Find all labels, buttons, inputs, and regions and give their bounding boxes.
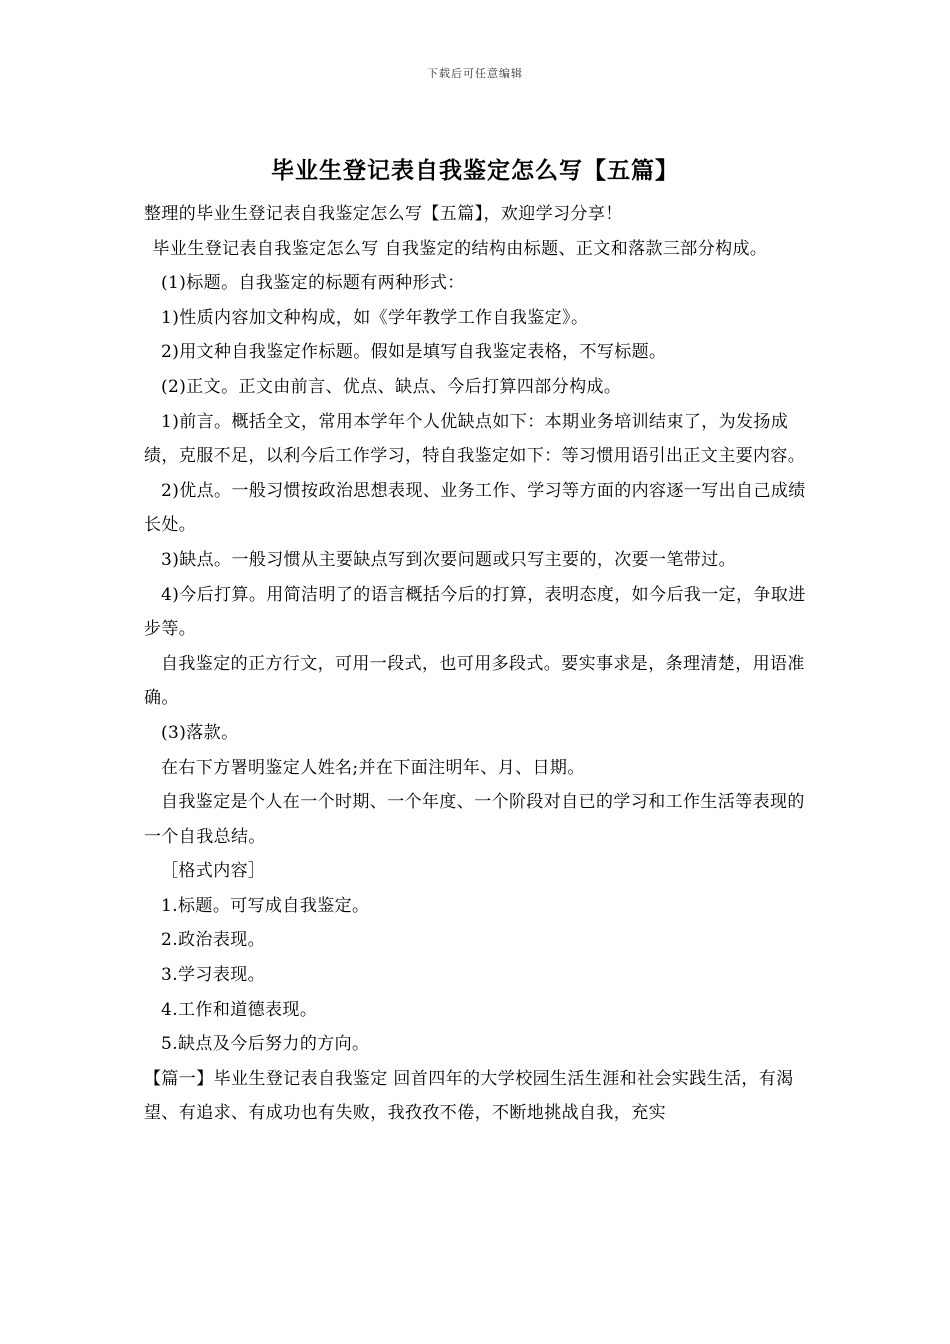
header-note: 下载后可任意编辑	[427, 67, 523, 80]
body-paragraph: 在右下方署明鉴定人姓名;并在下面注明年、月、日期。	[161, 757, 585, 778]
body-paragraph: 1)性质内容加文种构成，如《学年教学工作自我鉴定》。	[161, 307, 589, 328]
body-paragraph: 5.缺点及今后努力的方向。	[161, 1034, 370, 1055]
body-paragraph: (1)标题。自我鉴定的标题有两种形式：	[161, 273, 465, 294]
body-paragraph: 2)用文种自我鉴定作标题。假如是填写自我鉴定表格，不写标题。	[161, 342, 667, 363]
document-title: 毕业生登记表自我鉴定怎么写【五篇】	[271, 158, 679, 184]
body-paragraph: 2.政治表现。	[161, 930, 266, 951]
body-paragraph: 3)缺点。一般习惯从主要缺点写到次要问题或只写主要的，次要一笔带过。	[161, 549, 737, 570]
body-paragraph: 1)前言。概括全文，常用本学年个人优缺点如下：本期业务培训结束了，为发扬成绩，克服不足，以利今后工作学习，特自我鉴定如下：等习惯用语引出正文主要内容。	[144, 411, 806, 467]
body-paragraph: 3.学习表现。	[161, 965, 266, 986]
body-paragraph: 2)优点。一般习惯按政治思想表现、业务工作、学习等方面的内容逐一写出自己成绩长处。	[144, 480, 806, 536]
body-paragraph: ［格式内容］	[161, 861, 266, 882]
body-paragraph: 自我鉴定的正方行文，可用一段式，也可用多段式。要实事求是，条理清楚，用语准确。	[144, 653, 805, 709]
body-paragraph: 1.标题。可写成自我鉴定。	[161, 895, 370, 916]
body-paragraph: 毕业生登记表自我鉴定怎么写 自我鉴定的结构由标题、正文和落款三部分构成。	[152, 238, 768, 259]
body-paragraph: (3)落款。	[161, 722, 239, 743]
body-paragraph: 4)今后打算。用简洁明了的语言概括今后的打算，表明态度，如今后我一定，争取进步等。	[144, 584, 806, 640]
body-paragraph: 4.工作和道德表现。	[161, 999, 318, 1020]
body-paragraph: (2)正文。正文由前言、优点、缺点、今后打算四部分构成。	[161, 376, 622, 397]
body-paragraph: 【篇一】毕业生登记表自我鉴定 回首四年的大学校园生活生涯和社会实践生活，有渴望、有追求、有成功也有失败，我孜孜不倦，不断地挑战自我，充实	[144, 1068, 794, 1124]
body-paragraph: 自我鉴定是个人在一个时期、一个年度、一个阶段对自已的学习和工作生活等表现的一个自我总结。	[144, 792, 805, 847]
body-paragraph: 整理的毕业生登记表自我鉴定怎么写【五篇】，欢迎学习分享！	[144, 204, 623, 224]
document-body	[144, 197, 820, 1131]
